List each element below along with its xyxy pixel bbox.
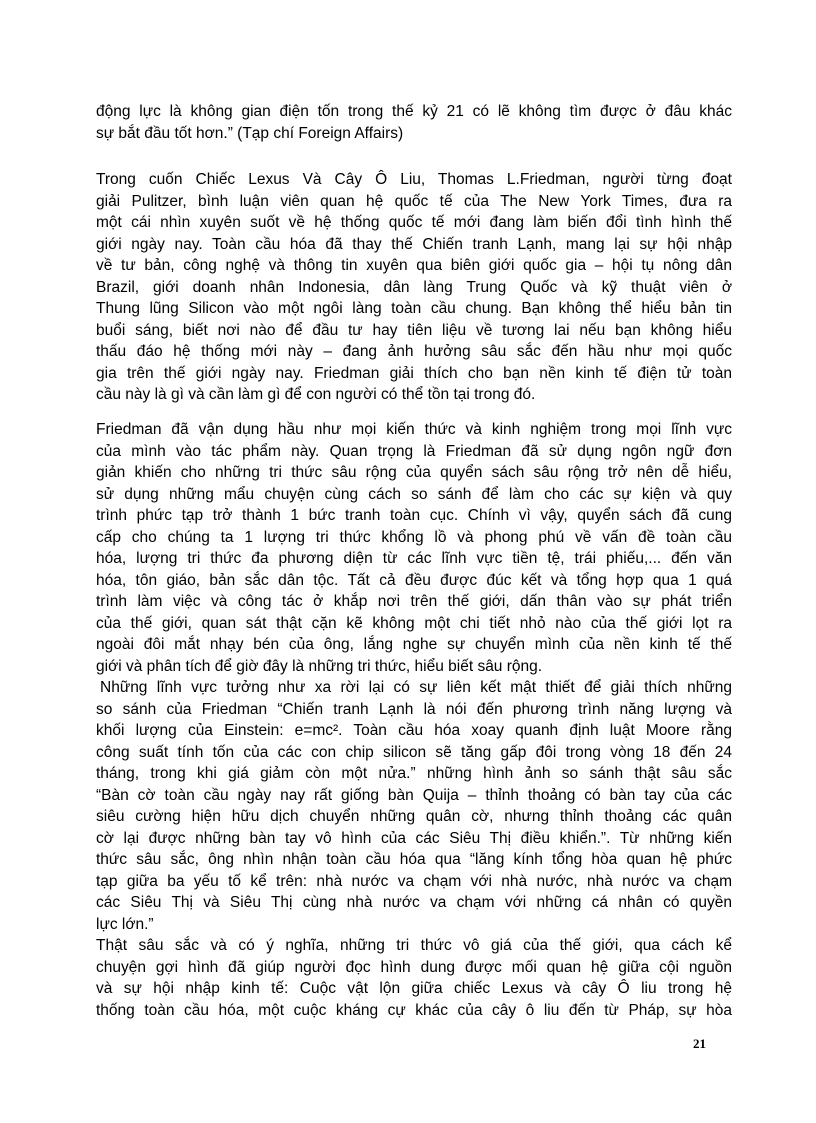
text-line: Thật sâu sắc và có ý nghĩa, những tri thức vô giá của thế giới, qua cách kể — [96, 937, 732, 954]
text-line: động lực là không gian điện tốn trong thế kỷ 21 có lẽ không tìm được ở đâu khác — [96, 103, 732, 120]
text-line: Trong cuốn Chiếc Lexus Và Cây Ô Liu, Thomas L.Friedman, người từng đoạt — [96, 171, 732, 188]
text-line: sử dụng những mẩu chuyện cùng cách so sánh để làm cho các sự kiện và quy — [96, 485, 732, 503]
text-line: buổi sáng, biết nơi nào để đầu tư hay tiên liệu về tương lai nếu bạn không hiểu — [96, 321, 732, 339]
text-line: Thung lũng Silicon vào một ngôi làng toàn cầu chung. Bạn không thể hiểu bản tin — [96, 300, 732, 317]
text-line: cầu này là gì và cần làm gì để con người có thể tồn tại trong đó. — [96, 386, 536, 403]
text-line: thức sâu sắc, ông nhìn nhận toàn cầu hóa qua “lăng kính tổng hòa quan hệ phức — [96, 851, 732, 868]
text-line: so sánh của Friedman “Chiến tranh Lạnh là nói đến phương trình năng lượng và — [96, 700, 732, 718]
text-line: cờ lại được những bàn tay vô hình của các Siêu Thị điều khiển.”. Từ những kiến — [96, 829, 732, 847]
text-line: cấp cho chúng ta 1 lượng tri thức khổng lồ và phong phú về vấn đề toàn cầu — [96, 528, 732, 546]
text-line: “Bàn cờ toàn cầu ngày nay rất giống bàn Quija – thỉnh thoảng có bàn tay của các — [96, 786, 732, 804]
text-line: và sự hội nhập kinh tế: Cuộc vật lộn giữa chiếc Lexus và cây Ô liu trong hệ — [96, 980, 732, 997]
text-line: công suất tính tốn của các con chip silicon sẽ tăng gấp đôi trong vòng 18 đến 24 — [96, 743, 732, 761]
text-line: tạp giữa ba yếu tố kể trên: nhà nước va chạm với nhà nước, nhà nước va chạm — [96, 872, 732, 890]
text-line: gia trên thế giới ngày nay. Friedman giải thích cho bạn nền kinh tế điện tử toàn — [96, 364, 732, 382]
text-line: một cái nhìn xuyên suốt về hệ thống quốc tế mới đang làm biến đổi tình hình thế — [96, 214, 732, 231]
text-line: các Siêu Thị và Siêu Thị cùng nhà nước va chạm với những cá nhân có quyền — [96, 894, 732, 911]
paragraph-2 — [96, 169, 732, 406]
text-line: hóa, tôn giáo, bản sắc dân tộc. Tất cả đều được đúc kết và tổng hợp qua 1 quá — [96, 571, 732, 589]
page-number: 21 — [693, 1036, 706, 1051]
text-line: tháng, trong khi giá giảm còn một nửa.” những hình ảnh so sánh thật sâu sắc — [96, 765, 732, 782]
text-line: về tư bản, công nghệ và thông tin xuyên qua biên giới quốc gia – hội tụ nông dân — [96, 257, 732, 274]
text-line: hóa, lượng tri thức đa phương diện từ các lĩnh vực tiền tệ, trái phiếu,... đến văn — [96, 550, 732, 567]
text-line: giới và phân tích để giờ đây là những tri thức, hiểu biết sâu rộng. — [96, 657, 543, 675]
paragraph-1 — [96, 101, 732, 144]
text-line: thấu đáo hệ thống mới này – đang ảnh hưởng sâu sắc đến hầu như mọi quốc — [96, 343, 732, 360]
text-line: giải Pulitzer, bình luận viên quan hệ quốc tế của The New York Times, đưa ra — [96, 192, 732, 210]
text-line: giản khiến cho những tri thức sâu rộng của quyển sách sâu rộng trở nên dễ hiểu, — [96, 464, 732, 481]
text-line: của thế giới, quan sát thật cặn kẽ không một chi tiết nhỏ nào của thế giới lọt ra — [96, 614, 732, 632]
text-line: trình phức tạp trở thành 1 bức tranh toàn cục. Chính vì vậy, quyển sách đã cung — [96, 507, 732, 524]
text-line: Những lĩnh vực tưởng như xa rời lại có sự liên kết mật thiết để giải thích những — [100, 679, 732, 696]
text-line: siêu cường hiện hữu dịch chuyển những quân cờ, nhưng thỉnh thoảng các quân — [96, 808, 732, 825]
text-line: khối lượng của Einstein: e=mc². Toàn cầu hóa xoay quanh định luật Moore rằng — [96, 722, 732, 739]
text-line: chuyện gợi hình đã giúp người đọc hình dung được mối quan hệ giữa cội nguồn — [96, 958, 732, 976]
text-line: Brazil, giới doanh nhân Indonesia, dân làng Trung Quốc và kỹ thuật viên ở — [96, 278, 732, 296]
text-line: của mình vào tác phẩm này. Quan trọng là Friedman đã sử dụng ngôn ngữ đơn — [96, 442, 732, 460]
text-line: giới ngày nay. Toàn cầu hóa đã thay thế Chiến tranh Lạnh, mang lại sự hội nhập — [96, 235, 732, 253]
text-line: lực lớn.” — [96, 915, 154, 933]
text-line: trình làm việc và công tác ở khắp nơi trên thế giới, dấn thân vào sự phát triển — [96, 593, 732, 610]
paragraph-3 — [96, 419, 732, 1021]
text-line: sự bắt đầu tốt hơn.” (Tạp chí Foreign Affairs) — [96, 124, 404, 142]
text-line: thống toàn cầu hóa, một cuộc kháng cự khác của cây ô liu đến từ Pháp, sự hòa — [96, 1001, 732, 1019]
text-line: ngoài đôi mắt nhạy bén của ông, lắng nghe sự chuyển mình của nền kinh tế thế — [96, 636, 732, 653]
text-line: Friedman đã vận dụng hầu như mọi kiến thức và kinh nghiệm trong mọi lĩnh vực — [96, 421, 732, 438]
